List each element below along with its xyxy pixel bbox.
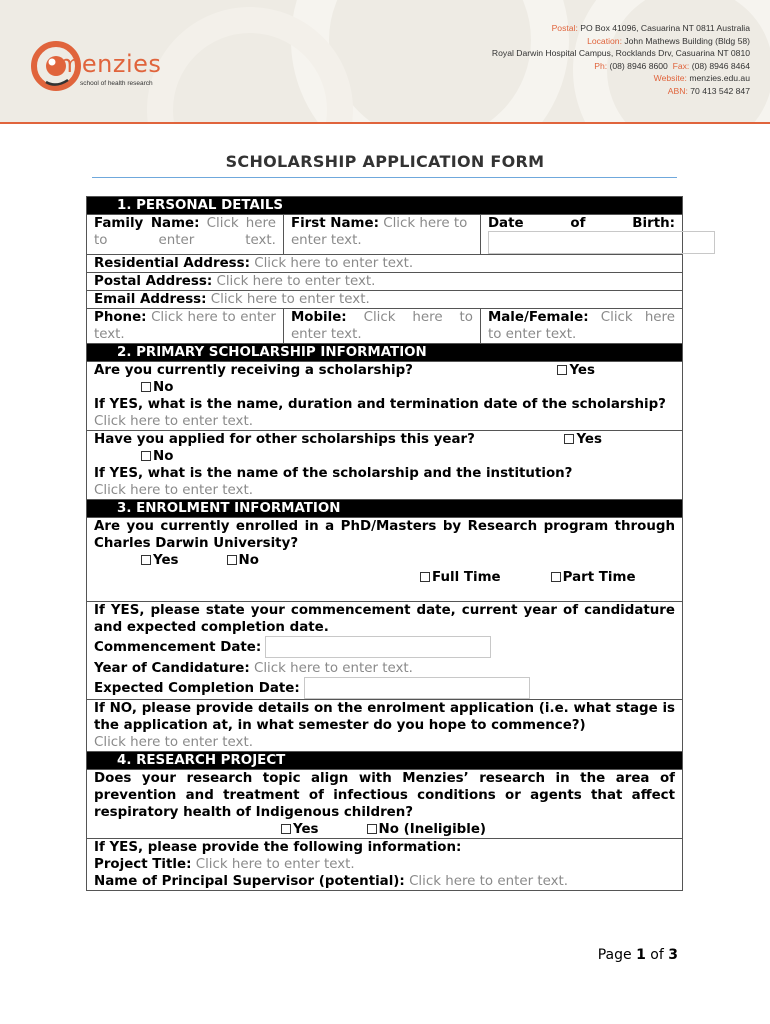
residential-address-field[interactable]: Click here to enter text. bbox=[254, 256, 414, 271]
expected-completion-input[interactable] bbox=[304, 677, 530, 699]
scholarship-other-block bbox=[87, 431, 683, 500]
family-name-field[interactable]: Click here to enter text. bbox=[94, 216, 276, 248]
family-name-label: Family Name: bbox=[94, 216, 200, 231]
checkbox-icon[interactable] bbox=[141, 555, 151, 565]
mobile-field[interactable]: Click here to enter text. bbox=[290, 310, 473, 342]
location-value: John Mathews Building (Bldg 58) bbox=[624, 35, 750, 46]
checkbox-icon[interactable] bbox=[564, 434, 574, 444]
phone-cell[interactable] bbox=[87, 309, 284, 344]
commencement-date-input[interactable] bbox=[265, 636, 491, 658]
checkbox-icon[interactable] bbox=[281, 824, 291, 834]
scholarship-other-followup: If YES, what is the name of the scholarship and the institution? bbox=[94, 466, 573, 481]
dob-cell bbox=[480, 215, 682, 255]
year-candidature-label: Year of Candidature: bbox=[94, 661, 250, 676]
checkbox-icon[interactable] bbox=[141, 382, 151, 392]
fax-label: Fax: bbox=[672, 60, 690, 71]
email-address-row[interactable] bbox=[87, 291, 683, 309]
contact-block bbox=[492, 22, 750, 98]
phone-field[interactable]: Click here to enter text. bbox=[94, 310, 276, 342]
gender-cell[interactable] bbox=[480, 309, 682, 344]
postal-address-row[interactable] bbox=[87, 273, 683, 291]
title-underline bbox=[92, 177, 677, 178]
first-name-label: First Name: bbox=[290, 216, 379, 231]
mobile-cell[interactable] bbox=[283, 309, 480, 344]
checkbox-icon[interactable] bbox=[551, 572, 561, 582]
postal-label: Postal: bbox=[551, 23, 578, 33]
abn-label: ABN: bbox=[667, 85, 688, 96]
website-label: Website: bbox=[653, 73, 687, 84]
location-label: Location: bbox=[587, 35, 622, 46]
application-form bbox=[86, 196, 683, 891]
residential-address-row[interactable] bbox=[87, 255, 683, 273]
research-alignment-question: Does your research topic align with Menzies’ research in the area of prevention and treatment of infectious conditions or agents that affect respiratory health of Indigenous children? bbox=[94, 771, 675, 820]
enrolment-part-time[interactable]: Part Time bbox=[551, 570, 636, 585]
checkbox-icon[interactable] bbox=[420, 572, 430, 582]
dob-input[interactable] bbox=[488, 231, 715, 254]
section-research-project: 4. RESEARCH PROJECT bbox=[87, 752, 683, 770]
enrolment-question: Are you currently enrolled in a PhD/Masters by Research program through Charles Darwin University? bbox=[94, 519, 675, 551]
mobile-label: Mobile: bbox=[290, 310, 347, 325]
supervisor-label: Name of Principal Supervisor (potential): bbox=[94, 874, 405, 889]
email-address-label: Email Address: bbox=[94, 292, 207, 307]
location-line2: Royal Darwin Hospital Campus, Rocklands Drv, Casuarina NT 0810 bbox=[491, 48, 750, 59]
enrolment-yes-block bbox=[87, 602, 683, 700]
fax-value: (08) 8946 8464 bbox=[691, 60, 750, 71]
enrolment-no[interactable]: No bbox=[227, 553, 259, 568]
research-followup: If YES, please provide the following information: bbox=[94, 840, 462, 855]
scholarship-other-no[interactable]: No bbox=[94, 448, 675, 465]
letterhead bbox=[0, 0, 770, 124]
expected-completion-label: Expected Completion Date: bbox=[94, 681, 300, 696]
checkbox-icon[interactable] bbox=[367, 824, 377, 834]
research-yes[interactable]: Yes bbox=[281, 822, 319, 837]
scholarship-current-details-field[interactable]: Click here to enter text. bbox=[94, 414, 253, 429]
first-name-field[interactable]: Click here to enter text. bbox=[290, 216, 468, 248]
website-value[interactable]: menzies.edu.au bbox=[689, 73, 750, 84]
scholarship-current-yes[interactable]: Yes bbox=[557, 362, 595, 379]
section-primary-scholarship: 2. PRIMARY SCHOLARSHIP INFORMATION bbox=[87, 344, 683, 362]
residential-address-label: Residential Address: bbox=[94, 256, 250, 271]
scholarship-other-yes[interactable]: Yes bbox=[564, 431, 602, 448]
enrolment-no-followup: If NO, please provide details on the enrolment application (i.e. what stage is the application at, in what semester do you hope to commence?) bbox=[94, 701, 675, 733]
checkbox-icon[interactable] bbox=[141, 451, 151, 461]
project-title-label: Project Title: bbox=[94, 857, 192, 872]
checkbox-icon[interactable] bbox=[227, 555, 237, 565]
logo-wordmark: menzies bbox=[58, 50, 162, 78]
research-no-ineligible[interactable]: No (Ineligible) bbox=[367, 822, 487, 837]
enrolment-status-block bbox=[87, 518, 683, 602]
scholarship-current-no[interactable]: No bbox=[94, 379, 675, 396]
page-total: 3 bbox=[668, 947, 678, 963]
scholarship-current-followup: If YES, what is the name, duration and termination date of the scholarship? bbox=[94, 397, 666, 412]
scholarship-other-details-field[interactable]: Click here to enter text. bbox=[94, 483, 253, 498]
enrolment-yes-followup: If YES, please state your commencement date, current year of candidature and expected completion date. bbox=[94, 603, 675, 635]
logo-subtext: school of health research bbox=[80, 80, 153, 87]
section-personal-details: 1. PERSONAL DETAILS bbox=[87, 197, 683, 215]
checkbox-icon[interactable] bbox=[557, 365, 567, 375]
gender-label: Male/Female: bbox=[487, 310, 589, 325]
postal-address-field[interactable]: Click here to enter text. bbox=[216, 274, 376, 289]
scholarship-current-block bbox=[87, 362, 683, 431]
gender-field[interactable]: Click here to enter text. bbox=[487, 310, 675, 342]
abn-value: 70 413 542 847 bbox=[690, 85, 750, 96]
commencement-date-label: Commencement Date: bbox=[94, 640, 262, 655]
research-alignment-block bbox=[87, 770, 683, 839]
page-number: Page 1 of 3 bbox=[597, 947, 678, 963]
enrolment-full-time[interactable]: Full Time bbox=[420, 570, 501, 585]
family-name-cell[interactable] bbox=[87, 215, 284, 255]
page-current: 1 bbox=[636, 947, 646, 963]
research-details-block bbox=[87, 839, 683, 891]
enrolment-no-details-field[interactable]: Click here to enter text. bbox=[94, 735, 253, 750]
first-name-cell[interactable] bbox=[283, 215, 480, 255]
section-enrolment: 3. ENROLMENT INFORMATION bbox=[87, 500, 683, 518]
project-title-field[interactable]: Click here to enter text. bbox=[195, 857, 355, 872]
postal-value: PO Box 41096, Casuarina NT 0811 Australia bbox=[580, 23, 750, 33]
phone-label: Phone: bbox=[94, 310, 147, 325]
enrolment-yes[interactable]: Yes bbox=[141, 553, 179, 568]
email-address-field[interactable]: Click here to enter text. bbox=[210, 292, 370, 307]
dob-label: Date of Birth: bbox=[487, 216, 675, 231]
postal-address-label: Postal Address: bbox=[94, 274, 213, 289]
phone-label: Ph: bbox=[594, 60, 608, 71]
scholarship-current-question: Are you currently receiving a scholarship? bbox=[94, 363, 413, 378]
phone-value: (08) 8946 8600 bbox=[609, 60, 668, 71]
year-candidature-field[interactable]: Click here to enter text. bbox=[253, 661, 413, 676]
enrolment-no-block bbox=[87, 700, 683, 752]
scholarship-other-question: Have you applied for other scholarships this year? bbox=[94, 432, 475, 447]
form-title: SCHOLARSHIP APPLICATION FORM bbox=[225, 152, 545, 171]
supervisor-field[interactable]: Click here to enter text. bbox=[409, 874, 569, 889]
